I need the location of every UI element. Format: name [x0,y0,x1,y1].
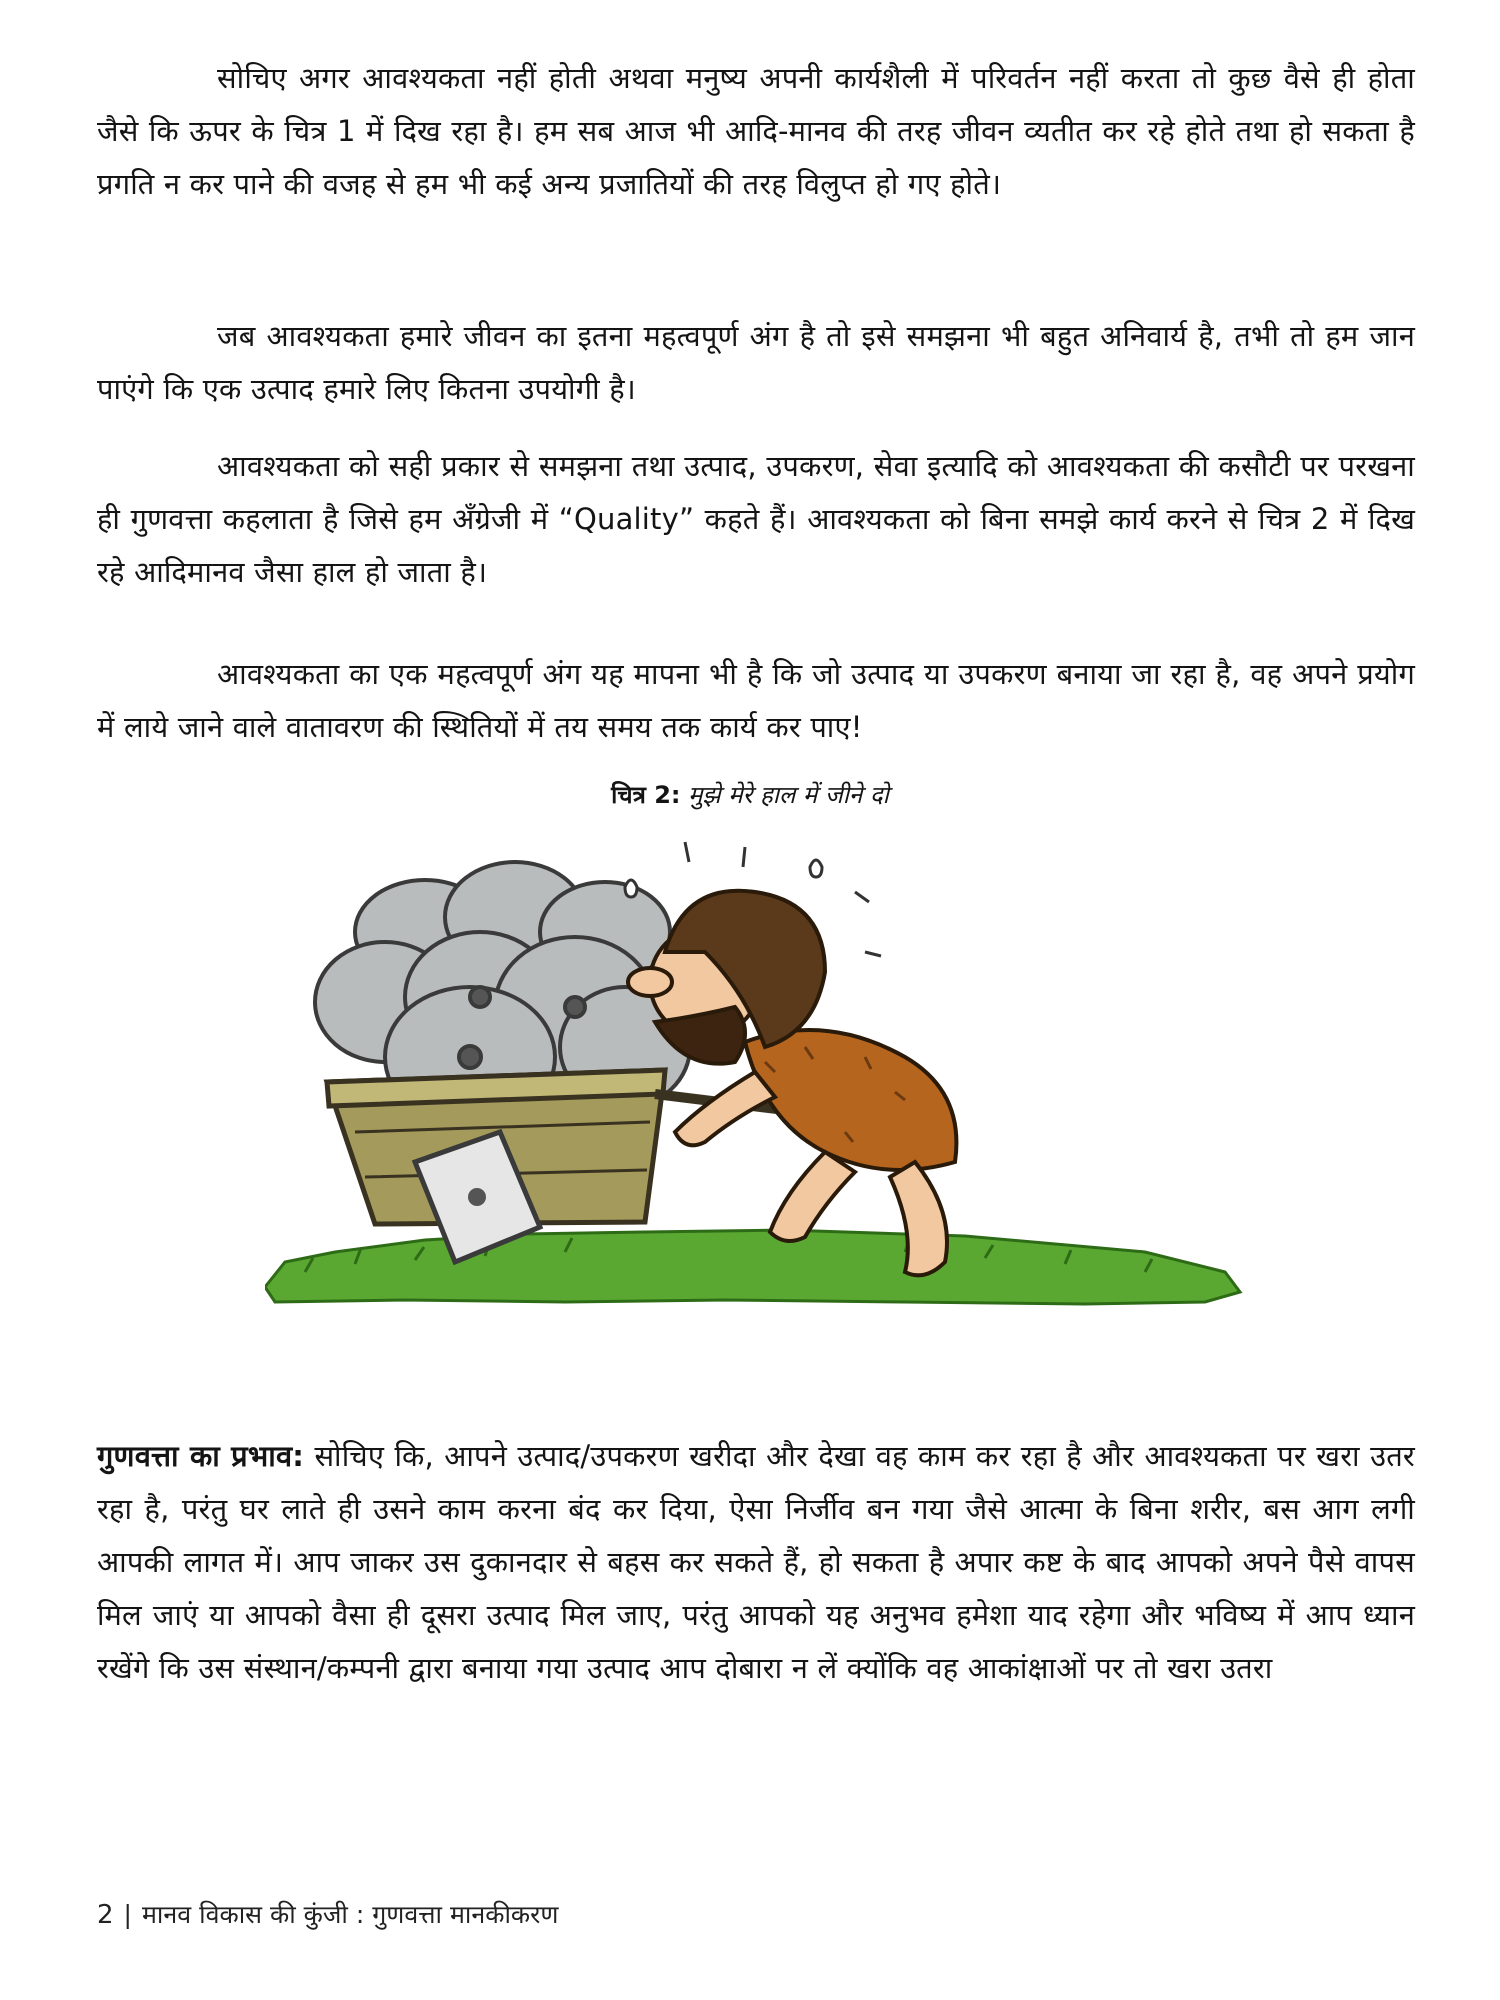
paragraph-4: आवश्यकता का एक महत्वपूर्ण अंग यह मापना भी है कि जो उत्पाद या उपकरण बनाया जा रहा है, वह अपने प्रयोग में लाये जाने वाले वातावरण की स्थितियों में तय समय तक कार्य कर पाए! [97,657,1415,744]
paragraph-5-body: सोचिए कि, आपने उत्पाद/उपकरण खरीदा और देखा वह काम कर रहा है और आवश्यकता पर खरा उतर रहा है, परंतु घर लाते ही उसने काम करना बंद कर दिया, ऐसा निर्जीव बन गया जैसे आत्मा के बिना शरीर, बस आग लगी आपकी लागत में। आप जाकर उस दुकानदार से बहस कर सकते हैं, हो सकता है अपार कष्ट के बाद आपको अपने पैसे वापस मिल जाएं या आपको वैसा ही दूसरा उत्पाद मिल जाए, परंतु आपको यह अनुभव हमेशा याद रहेगा और भविष्य में आप ध्यान रखेंगे कि उस संस्थान/कम्पनी द्वारा बनाया गया उत्पाद आप दोबारा न लें क्योंकि वह आकांक्षाओं पर तो खरा उतरा [97,1439,1415,1685]
paragraph-1: सोचिए अगर आवश्यकता नहीं होती अथवा मनुष्य अपनी कार्यशैली में परिवर्तन नहीं करता तो कुछ वैसे ही होता जैसे कि ऊपर के चित्र 1 में दिख रहा है। हम सब आज भी आदि-मानव की तरह जीवन व्यतीत कर रहे होते तथा हो सकता है प्रगति न कर पाने की वजह से हम भी कई अन्य प्रजातियों की तरह विलुप्त हो गए होते। [97,61,1415,201]
paragraph-3: आवश्यकता को सही प्रकार से समझना तथा उत्पाद, उपकरण, सेवा इत्यादि को आवश्यकता की कसौटी पर परखना ही गुणवत्ता कहलाता है जिसे हम अँग्रेजी में “Quality” कहते हैं। आवश्यकता को बिना समझे कार्य करने से चित्र 2 में दिख रहे आदिमानव जैसा हाल हो जाता है। [97,449,1415,589]
cart [327,1070,785,1224]
book-title: मानव विकास की कुंजी : गुणवत्ता मानकीकरण [141,1900,559,1929]
page-footer [97,1897,558,1931]
figure-caption [0,778,1500,811]
paragraph-2: जब आवश्यकता हमारे जीवन का इतना महत्वपूर्ण अंग है तो इसे समझना भी बहुत अनिवार्य है, तभी तो हम जान पाएंगे कि एक उत्पाद हमारे लिए कितना उपयोगी है। [97,319,1415,406]
figure-caption-title: मुझे मेरे हाल में जीने दो [688,781,889,809]
page-number: 2 [97,1900,114,1930]
caveman-cart-illustration [265,832,1245,1372]
paragraph-5-heading: गुणवत्ता का प्रभाव: [97,1439,305,1473]
footer-separator: | [123,1900,132,1929]
figure-caption-label: चित्र 2: [611,781,681,809]
grass [265,1230,1240,1304]
paragraph-5 [97,1430,1415,1695]
